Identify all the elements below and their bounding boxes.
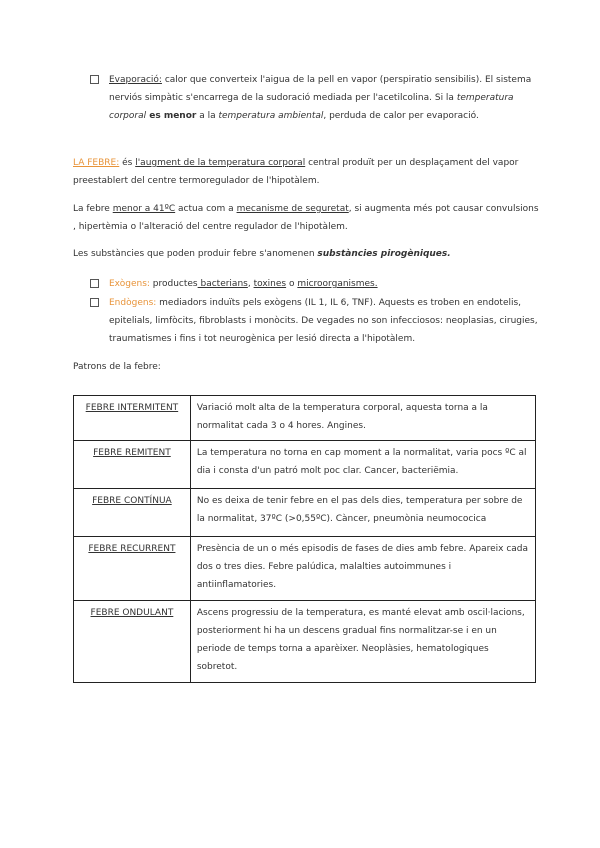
evaporacio-text: Evaporació: calor que converteix l'aigua de la pell en vapor (perspiratio sensibilis). El sistema nerviós simpàtic s'encarrega de la sudoració mediada per l'acetilcolina. Si la temperatura corporal es menor a la temperatura ambiental, perduda de calor per evaporació. <box>109 75 532 121</box>
patrons-table <box>73 395 536 683</box>
checkbox-icon[interactable] <box>90 298 99 307</box>
pattern-desc: Variació molt alta de la temperatura corporal, aquesta torna a la normalitat cada 3 o 4 hores. Angines. <box>190 396 535 441</box>
pattern-desc: Presència de un o més episodis de fases de dies amb febre. Apareix cada dos o tres dies. Febre palúdica, malalties autoimmunes i antiinflamatories. <box>190 537 535 601</box>
exogens-bullet <box>90 275 538 293</box>
checkbox-icon[interactable] <box>90 279 99 288</box>
table-row <box>74 601 536 683</box>
febre-label: LA FEBRE: <box>73 158 120 168</box>
febre-menor-paragraph: La febre menor a 41ºC actua com a mecanisme de seguretat, si augmenta més pot causar convulsions , hipertèmia o l'alteració del centre regulador de l'hipotàlem. <box>73 204 539 232</box>
pattern-name: FEBRE CONTÍNUA <box>74 489 191 537</box>
endogens-text: Endògens: mediadors induïts pels exògens (IL 1, IL 6, TNF). Aquests es troben en endotelis, epitelials, limfòcits, fibroblasts i monòcits. De vegades no son infecciosos: neoplasias, cirugies, traumatismes i fins i tot neurogènica per lesió directa a l'hipotàlem. <box>109 298 538 344</box>
table-row <box>74 537 536 601</box>
checkbox-icon[interactable] <box>90 75 99 84</box>
pattern-name: FEBRE RECURRENT <box>74 537 191 601</box>
evaporacio-bullet <box>90 71 538 125</box>
pattern-name: FEBRE ONDULANT <box>74 601 191 683</box>
endogens-bullet <box>90 294 538 348</box>
table-row <box>74 441 536 489</box>
febre-definition: LA FEBRE: és l'augment de la temperatura corporal central produït per un desplaçament del vapor preestablert del centre termoregulador de l'hipotàlem. <box>73 158 519 186</box>
table-row <box>74 489 536 537</box>
pattern-name: FEBRE REMITENT <box>74 441 191 489</box>
patrons-label: Patrons de la febre: <box>73 362 161 372</box>
pattern-desc: La temperatura no torna en cap moment a la normalitat, varia pocs ºC al dia i consta d'un patró molt poc clar. Cancer, bacteriëmia. <box>190 441 535 489</box>
pirogeniques-paragraph: Les substàncies que poden produir febre s'anomenen substàncies pirogèniques. <box>73 249 451 259</box>
exogens-text: Exògens: productes bacterians, toxines o microorganismes. <box>109 279 378 289</box>
table-row <box>74 396 536 441</box>
pattern-desc: No es deixa de tenir febre en el pas dels dies, temperatura per sobre de la normalitat, 37ºC (>0,55ºC). Càncer, pneumònia neumococica <box>190 489 535 537</box>
pattern-desc: Ascens progressiu de la temperatura, es manté elevat amb oscil·lacions, posteriorment hi ha un descens gradual fins normalitzar-se i en un periode de temps torna a aparèixer. Neoplàsies, hematologiques sobretot. <box>190 601 535 683</box>
pattern-name: FEBRE INTERMITENT <box>74 396 191 441</box>
evaporacio-term: Evaporació: <box>109 75 162 85</box>
